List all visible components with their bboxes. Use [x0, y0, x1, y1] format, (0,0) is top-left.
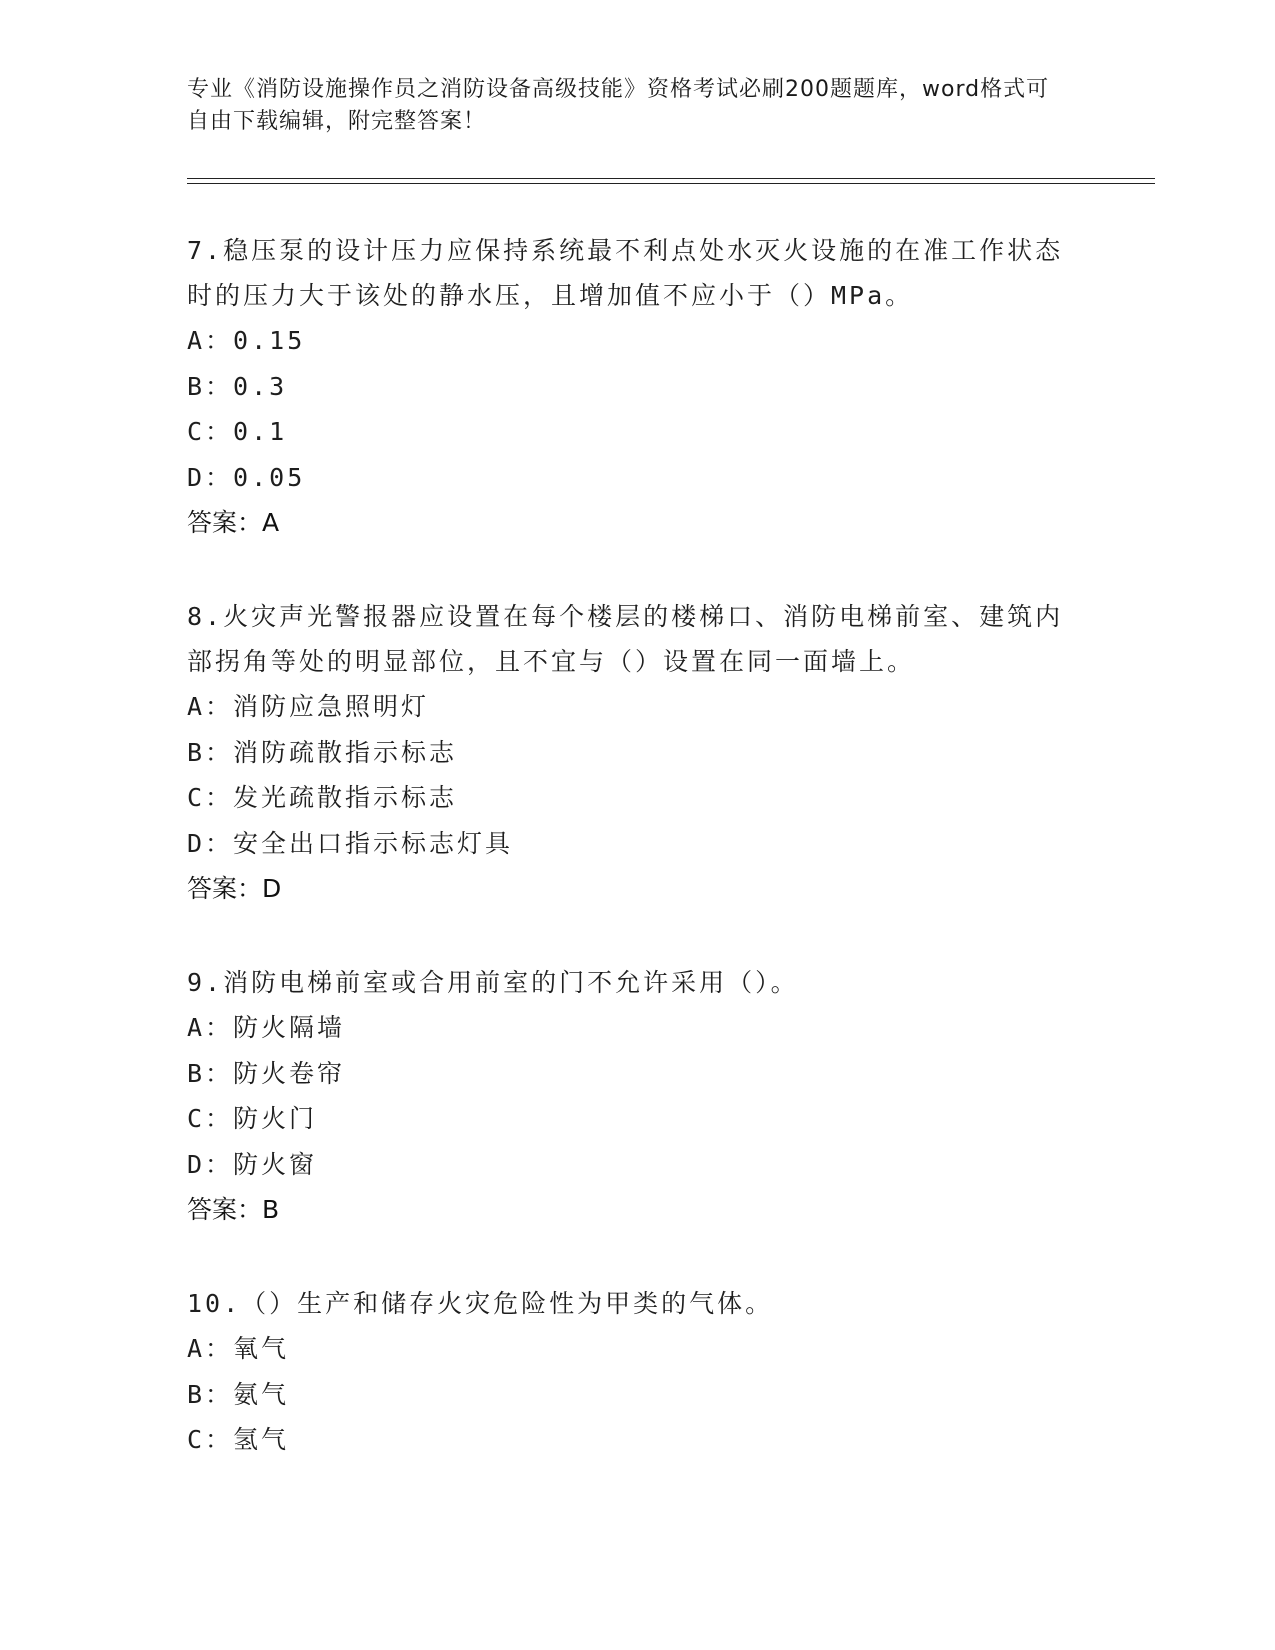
question-stem: 9.消防电梯前室或合用前室的门不允许采用（）。: [187, 968, 799, 997]
question-stem: 7.稳压泵的设计压力应保持系统最不利点处水灭火设施的在准工作状态时的压力大于该处的静水压，且增加值不应小于（）MPa。: [187, 236, 1064, 310]
question-9: [187, 960, 1087, 1232]
question-stem: 8.火灾声光警报器应设置在每个楼层的楼梯口、消防电梯前室、建筑内部拐角等处的明显部位，且不宜与（）设置在同一面墙上。: [187, 602, 1064, 676]
option-a: A：防火隔墙: [187, 1013, 346, 1042]
option-a: A：0.15: [187, 326, 306, 355]
option-c: C：防火门: [187, 1104, 318, 1133]
answer: 答案：A: [187, 508, 280, 537]
document-header: 专业《消防设施操作员之消防设备高级技能》资格考试必刷200题题库，word格式可自由下载编辑，附完整答案！: [187, 77, 1050, 134]
option-c: C：0.1: [187, 417, 288, 446]
option-d: D：防火窗: [187, 1149, 318, 1179]
option-b: B：氨气: [187, 1379, 290, 1409]
option-d: D：安全出口指示标志灯具: [187, 828, 514, 858]
option-c: C：氢气: [187, 1425, 290, 1454]
question-8: [187, 594, 1087, 911]
header-divider-top: [187, 178, 1155, 179]
option-c: C：发光疏散指示标志: [187, 783, 458, 812]
option-b: B：0.3: [187, 371, 288, 401]
option-a: A：氧气: [187, 1334, 290, 1363]
question-stem: 10.（）生产和储存火灾危险性为甲类的气体。: [187, 1289, 774, 1318]
answer: 答案：B: [187, 1195, 280, 1224]
question-7: [187, 228, 1087, 545]
question-10: [187, 1281, 1087, 1463]
option-a: A：消防应急照明灯: [187, 692, 430, 721]
header-divider-bottom: [187, 183, 1155, 184]
option-d: D：0.05: [187, 462, 306, 492]
option-b: B：防火卷帘: [187, 1058, 346, 1088]
answer: 答案：D: [187, 874, 282, 903]
option-b: B：消防疏散指示标志: [187, 737, 458, 767]
question-list: [187, 228, 1087, 1512]
